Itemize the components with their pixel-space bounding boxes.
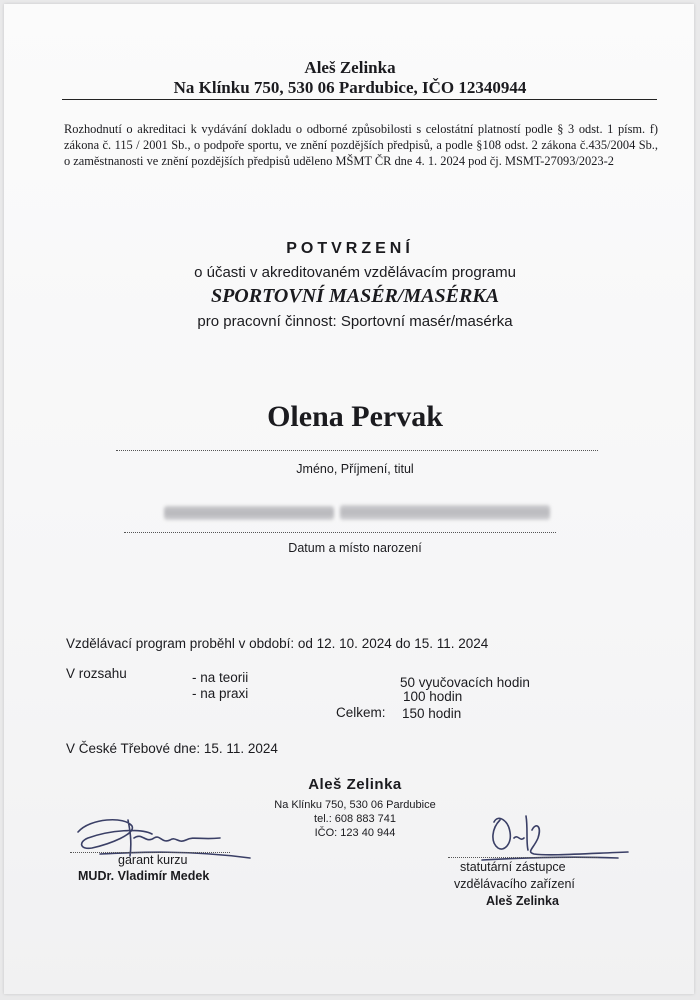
guarantor-name: MUDr. Vladimír Medek — [78, 869, 210, 883]
stamp-ico: IČO: 123 40 944 — [314, 827, 396, 839]
redacted-birth-place — [340, 505, 550, 520]
program-intro: o účasti v akreditovaném vzdělávacím programu — [194, 264, 516, 281]
guarantor-role: garant kurzu — [118, 853, 188, 867]
theory-hours: 50 vyučovacích hodin — [400, 675, 530, 690]
birth-dotted-line — [124, 532, 556, 533]
statutory-signature — [478, 808, 638, 868]
total-label: Celkem: — [336, 705, 386, 720]
statutory-role-line1: statutární zástupce — [460, 860, 566, 874]
issuer-stamp — [240, 776, 470, 839]
stamp-address: Na Klínku 750, 530 06 Pardubice — [274, 799, 436, 811]
theory-label: - na teorii — [192, 670, 249, 685]
birth-caption: Datum a místo narození — [288, 541, 422, 555]
issuer-address: Na Klínku 750, 530 06 Pardubice, IČO 12340944 — [173, 78, 527, 97]
name-caption: Jméno, Příjmení, titul — [296, 462, 414, 476]
work-activity: pro pracovní činnost: Sportovní masér/masérka — [197, 313, 513, 330]
stamp-name: Aleš Zelinka — [308, 776, 402, 793]
statutory-name: Aleš Zelinka — [486, 894, 559, 908]
practice-hours: 100 hodin — [403, 689, 463, 704]
accreditation-statement: Rozhodnutí o akreditaci k vydávání dokladu o odborné způsobilosti s celostátní platností podle § 3 odst. 1 písm. f) zákona č. 115 / 2001 Sb., o podpoře sportu, ve znění pozdějších předpisů, a podle §108 odst. 2 zákona č.435/2004 Sb., o zaměstnanosti ve znění pozdějších předpisů uděleno MŠMT ČR dne 4. 1. 2024 pod čj. MSMT-27093/2023-2 — [64, 122, 658, 168]
total-hours: 150 hodin — [402, 706, 462, 721]
place-and-date: V České Třebové dne: 15. 11. 2024 — [66, 741, 278, 756]
participant-name: Olena Pervak — [267, 400, 443, 433]
scope-label: V rozsahu — [66, 666, 127, 681]
program-name: SPORTOVNÍ MASÉR/MASÉRKA — [210, 285, 500, 307]
header-divider — [62, 99, 657, 100]
statutory-role-line2: vzdělávacího zařízení — [454, 877, 575, 891]
program-period: Vzdělávací program proběhl v období: od 12. 10. 2024 do 15. 11. 2024 — [66, 636, 489, 651]
practice-label: - na praxi — [192, 686, 249, 701]
redacted-birth-date — [164, 506, 334, 520]
document-title: POTVRZENÍ — [286, 240, 414, 257]
issuer-name: Aleš Zelinka — [304, 58, 396, 77]
stamp-phone: tel.: 608 883 741 — [314, 813, 396, 825]
name-dotted-line — [116, 450, 598, 451]
statutory-signature-line — [448, 857, 598, 858]
